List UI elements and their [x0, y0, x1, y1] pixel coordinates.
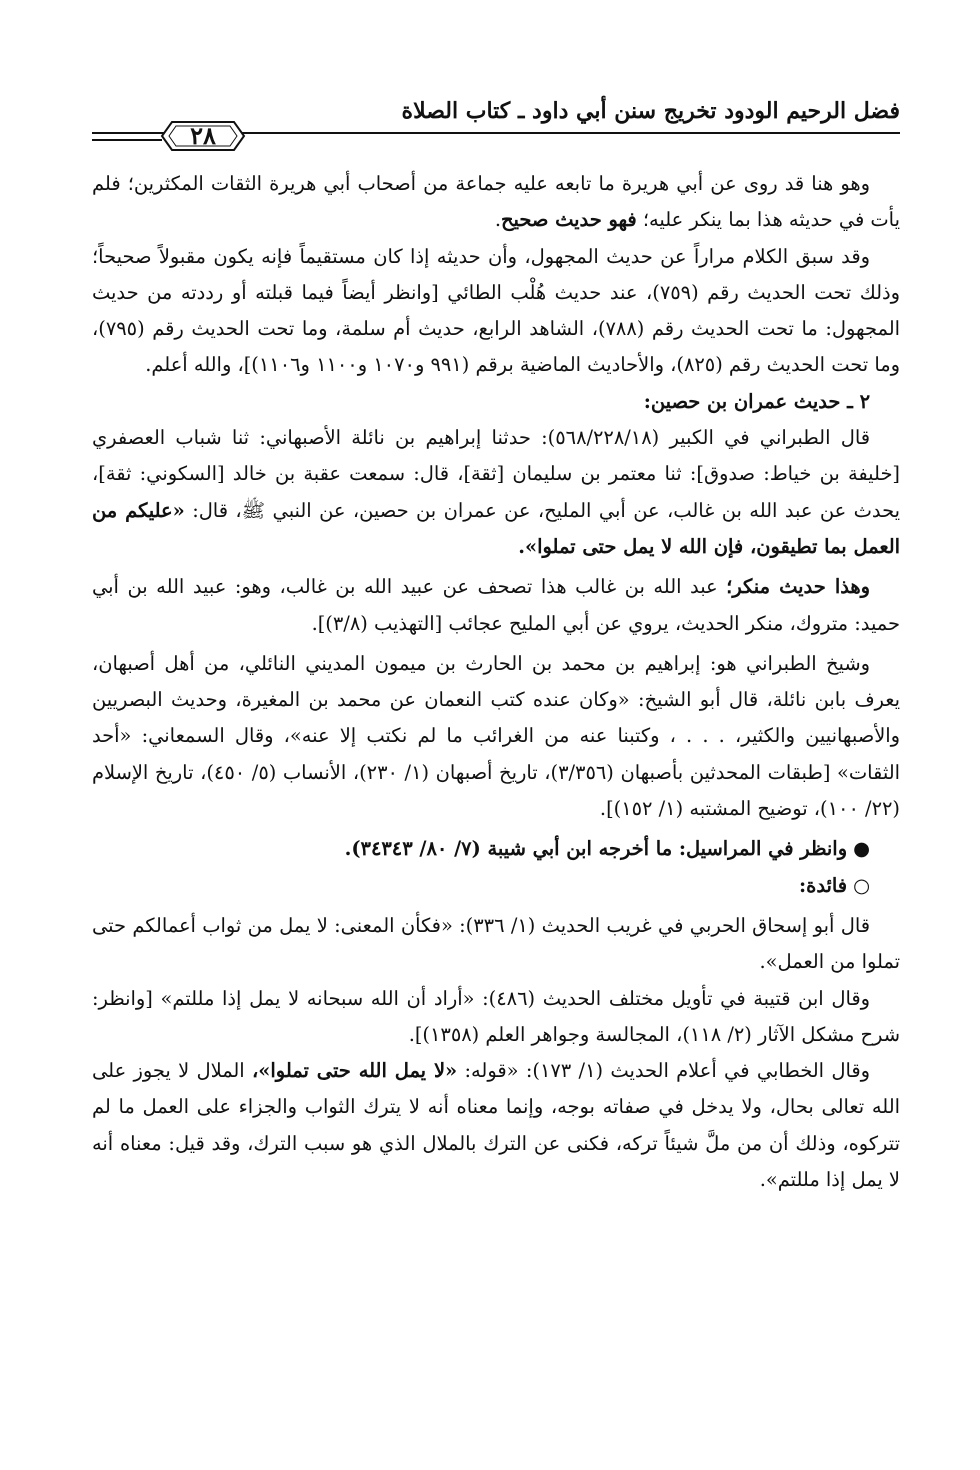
paragraph-8-text: وقال الخطابي في أعلام الحديث (١/ ١٧٣): «قوله:	[464, 1059, 870, 1083]
filled-circle-icon: ●	[853, 837, 870, 861]
paragraph-3-text: قال الطبراني في الكبير (٥٦٨/٢٢٨/١٨): حدثنا إبراهيم بن نائلة الأصبهاني: ثنا شباب العصفري [خليفة بن خياط: صدوق]: ثنا معتمر بن سليمان [ثقة]، قال: سمعت عقبة بن خالد [السكوني: ثقة]، يحدث عن عبد الله بن غالب، عن أبي المليح، عن عمران بن حصين، عن النبي ﷺ، قال:	[92, 426, 900, 522]
paragraph-7: وقال ابن قتيبة في تأويل مختلف الحديث (٤٨٦): «أراد أن الله سبحانه لا يمل إذا مللتم» [وانظر: شرح مشكل الآثار (٢/ ١١٨)، المجالسة وجواهر العلم (١٣٥٨)].	[92, 986, 900, 1046]
paragraph-1: وهو هنا قد روى عن أبي هريرة ما تابعه عليه جماعة من أصحاب أبي هريرة الثقات المكثرين؛ فلم يأت في حديثه هذا بما ينكر عليه؛ فهو حديث صحيح.	[92, 172, 900, 232]
paragraph-4-text: عبد الله بن غالب هذا تصحف عن عبيد الله بن غالب، وهو: عبيد الله بن أبي حميد: متروك، منكر الحديث، يروي عن أبي المليح عجائب [التهذيب (٣/٨)].	[92, 575, 900, 635]
paragraph-3	[92, 420, 900, 565]
bullet-item-2	[92, 868, 900, 904]
paragraph-4	[92, 569, 900, 642]
paragraph-8-bold: «لا يمل الله حتى تملوا»،	[252, 1059, 458, 1083]
page-body	[92, 166, 900, 1198]
bullet-item-1-text: وانظر في المراسيل: ما أخرجه ابن أبي شيبة (٧/ ٨٠/ ٣٤٣٤٣).	[344, 837, 848, 861]
page-header	[92, 92, 900, 152]
page-number: ٢٨	[190, 121, 216, 150]
page-number-badge	[160, 120, 246, 152]
running-title: فضل الرحيم الودود تخريج سنن أبي داود ـ كتاب الصلاة	[401, 98, 900, 124]
paragraph-6: قال أبو إسحاق الحربي في غريب الحديث (١/ ٣٣٦): «فكأن المعنى: لا يمل من ثواب أعمالكم حتى تملوا من العمل».	[92, 913, 900, 974]
paragraph-1-bold: فهو حديث صحيح	[500, 208, 637, 232]
section-heading-2: ٢ ـ حديث عمران بن حصين:	[643, 389, 870, 413]
hollow-circle-icon: ○	[853, 873, 870, 897]
paragraph-8-rest: الملال لا يجوز على الله تعالى بحال، ولا يدخل في صفاته بوجه، وإنما معناه أنه لا يترك الثواب والجزاء على العمل ما لم تتركوه، وذلك أن من ملَّ شيئاً تركه، فكنى عن الترك بالملال الذي هو سبب الترك، وقد قيل: معناه أنه لا يمل إذا مللتم».	[92, 1059, 900, 1192]
header-rule-short	[92, 139, 162, 141]
paragraph-2: وقد سبق الكلام مراراً عن حديث المجهول، وأن حديثه إذا كان مستقيماً فإنه يكون مقبولاً صحيحاً؛ وذلك تحت الحديث رقم (٧٥٩)، عند حديث هُلْب الطائي [وانظر أيضاً فيما قبلته أو رددته من حديث المجهول: ما تحت الحديث رقم (٧٨٨)، الشاهد الرابع، حديث أم سلمة، وما تحت الحديث رقم (٧٩٥)، وما تحت الحديث رقم (٨٢٥)، والأحاديث الماضية برقم (٩٩١ و١٠٧٠ و١١٠٠ و١١٠٦)]، والله أعلم.	[92, 244, 901, 377]
bullet-item-1	[92, 831, 900, 867]
paragraph-8	[92, 1053, 900, 1198]
paragraph-3-hadith: «عليكم من العمل بما تطيقون، فإن الله لا يمل حتى تملوا».	[92, 498, 900, 558]
paragraph-5: وشيخ الطبراني هو: إبراهيم بن محمد بن الحارث بن ميمون المديني النائلي، من أهل أصبهان، يعرف بابن نائلة، قال أبو الشيخ: «وكان عنده كتب النعمان عن محمد بن المغيرة، وحديث البصريين والأصبهانيين والكثير، . . . ، وكتبنا عنه من الغرائب ما لم نكتب إلا عنه»، وقال السمعاني: «أحد الثقات» [طبقات المحدثين بأصبهان (٣/٣٥٦)، تاريخ أصبهان (١/ ٢٣٠)، الأنساب (٥/ ٤٥٠)، تاريخ الإسلام (٢٢/ ١٠٠)، توضيح المشتبه (١/ ١٥٢)].	[92, 651, 900, 821]
bullet-item-2-text: فائدة:	[799, 873, 848, 897]
paragraph-4-bold: وهذا حديث منكر؛	[726, 575, 870, 599]
paragraph-1-text: وهو هنا قد روى عن أبي هريرة ما تابعه عليه جماعة من أصحاب أبي هريرة الثقات المكثرين؛ فلم يأت في حديثه هذا بما ينكر عليه؛	[92, 172, 900, 232]
